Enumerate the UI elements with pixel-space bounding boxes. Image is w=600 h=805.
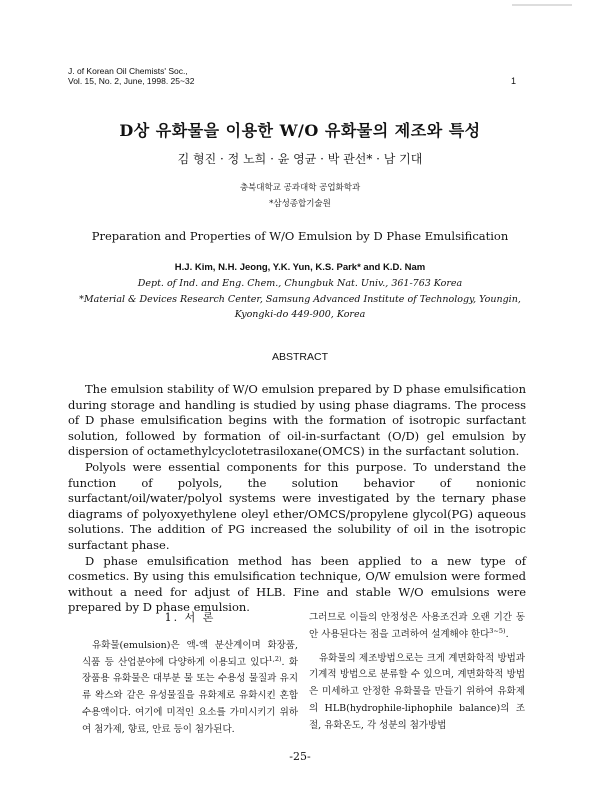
body-column-right <box>309 610 525 735</box>
body-column-left <box>82 610 298 739</box>
body-paragraph <box>309 610 525 644</box>
scan-mark <box>512 4 572 6</box>
english-authors: H.J. Kim, N.H. Jeong, Y.K. Yun, K.S. Park* and K.D. Nam <box>174 262 426 273</box>
citation: 3~5) <box>489 626 506 635</box>
body-text: 그러므로 이들의 안정성은 사용조건과 오랜 기간 동안 사용된다는 점을 고려하여 설계해야 한다 <box>309 612 525 640</box>
abstract-paragraph: The emulsion stability of W/O emulsion prepared by D phase emulsification during storage and handling is studied by using phase diagrams. The process of D phase emulsification begins with the formation of isotropic surfactant solution, followed by formation of oil-in-surfactant (O/D) gel emulsion by dispersion of octamethylcyclotetrasiloxane(OMCS) in the surfactant solution. <box>68 382 526 459</box>
body-text: . 화장품용 유화물은 대부분 물 또는 수용성 물질과 유지류 왁스와 같은 유성물질을 유화제로 유화시킨 혼합수용액이다. 여기에 미적인 요소를 가미시키기 위하여 첨가제, 향료, 안료 등이 첨가된다. <box>82 656 299 735</box>
abstract-paragraph: Polyols were essential components for this purpose. To understand the function of polyols, the solution behavior of nonionic surfactant/oil/water/polyol systems were investigated by the ternary phase diagrams of polyoxyethylene oleyl ether/OMCS/propylene glycol(PG) aqueous solutions. The addition of PG increased the solubility of oil in the isotropic surfactant phase. <box>68 459 526 552</box>
header-page-number: 1 <box>510 76 516 86</box>
abstract-paragraph: D phase emulsification method has been applied to a new type of cosmetics. By using this emulsification technique, O/W emulsion were formed without a need for adjust of HLB. Fine and stable W/O emulsions were prepared by D phase emulsion. <box>68 553 526 615</box>
journal-citation <box>68 66 194 86</box>
english-affiliation-2: *Material & Devices Research Center, Samsung Advanced Institute of Technology, Youngin, <box>79 294 521 305</box>
citation: 1,2) <box>268 654 282 663</box>
english-affiliation-1: Dept. of Ind. and Eng. Chem., Chungbuk Nat. Univ., 361-763 Korea <box>137 278 463 289</box>
journal-name: J. of Korean Oil Chemists' Soc., <box>68 66 188 76</box>
english-title: Preparation and Properties of W/O Emulsion by D Phase Emulsification <box>91 229 509 243</box>
body-text: 유화물(emulsion)은 액-액 분산계이며 화장품, 식품 등 산업분야에 다양하게 이용되고 있다 <box>82 639 298 668</box>
footer-page-number: -25- <box>289 750 311 763</box>
korean-title: D상 유화물을 이용한 W/O 유화물의 제조와 특성 <box>119 121 481 140</box>
section-heading: 1. 서 론 <box>164 611 216 624</box>
body-text: . <box>505 628 509 640</box>
journal-volume: Vol. 15, No. 2, June, 1998. 25~32 <box>68 76 195 86</box>
body-paragraph: 유화물의 제조방법으로는 크게 계면화학적 방법과 기계적 방법으로 분류할 수 있으며, 계면화학적 방법은 미세하고 안정한 유화물을 만들기 위하여 유화제의 HLB(hydrophile-liphophile balance)의 조절, 유화온도, 각 성분의 첨가방법 <box>309 652 525 731</box>
abstract-heading: ABSTRACT <box>271 351 328 363</box>
english-affiliation-3: Kyongki-do 449-900, Korea <box>234 309 366 320</box>
korean-affiliation-2: *삼성종합기술원 <box>269 199 331 209</box>
korean-affiliation-1: 충북대학교 공과대학 공업화학과 <box>239 183 361 193</box>
korean-authors: 김 형진 · 정 노희 · 윤 영균 · 박 관선* · 남 기대 <box>177 152 423 166</box>
body-paragraph <box>82 638 298 739</box>
abstract-body <box>68 382 526 616</box>
